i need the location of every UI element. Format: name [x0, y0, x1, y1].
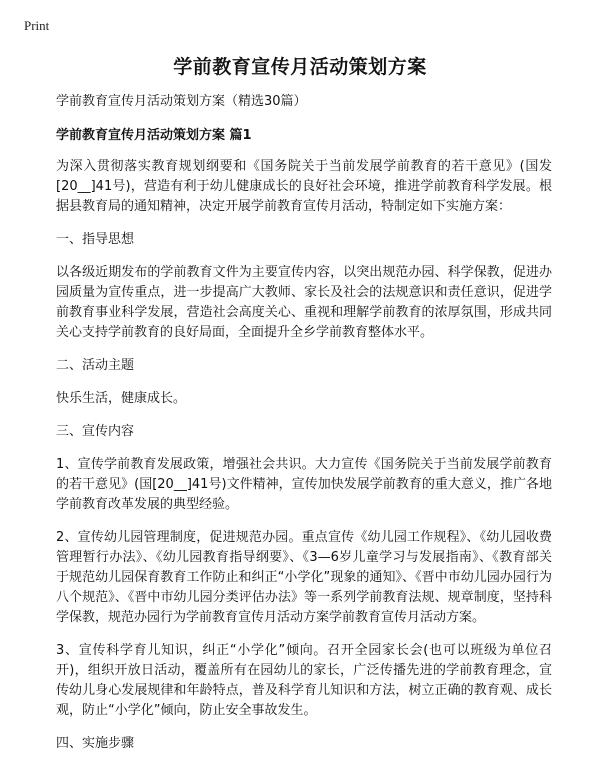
paragraph-content-item-1: 1、宣传学前教育发展政策，增强社会共识。大力宣传《国务院关于当前发展学前教育的若干意见》(国[20__]41号)文件精神，宣传加快发展学前教育的重大意义，推广各地学前教育改革发展的典型经验。 [56, 457, 552, 512]
document-subtitle: 学前教育宣传月活动策划方案（精选30篇） [56, 94, 307, 109]
heading-activity-theme: 二、活动主题 [56, 358, 135, 373]
intro-paragraph: 为深入贯彻落实教育规划纲要和《国务院关于当前发展学前教育的若干意见》(国发[20__]41号)，营造有利于幼儿健康成长的良好社会环境，推进学前教育科学发展。根据县教育局的通知精神，决定开展学前教育宣传月活动，特制定如下实施方案： [56, 159, 552, 214]
paragraph-guiding-ideology: 以各级近期发布的学前教育文件为主要宣传内容，以突出规范办园、科学保教，促进办园质量为宣传重点，进一步提高广大教师、家长及社会的法规意识和责任意识，促进学前教育事业科学发展，营造社会高度关心、重视和理解学前教育的浓厚氛围，形成共同关心支持学前教育的良好局面，全面提升全乡学前教育整体水平。 [56, 265, 552, 340]
print-label: Print [24, 18, 50, 33]
paragraph-activity-theme: 快乐生活，健康成长。 [56, 391, 187, 406]
paragraph-content-item-3: 3、宣传科学育儿知识，纠正“小学化”倾向。召开全园家长会(也可以班级为单位召开)，组织开放日活动，覆盖所有在园幼儿的家长，广泛传播先进的学前教育理念，宣传幼儿身心发展规律和年龄特点，普及科学育儿知识和方法，树立正确的教育观、成长观，防止“小学化”倾向，防止安全事故发生。 [56, 643, 552, 718]
heading-guiding-ideology: 一、指导思想 [56, 232, 135, 247]
document-body [56, 92, 552, 767]
document-title: 学前教育宣传月活动策划方案 [173, 56, 427, 78]
heading-promotion-content: 三、宣传内容 [56, 424, 135, 439]
section-title: 学前教育宣传月活动策划方案 篇1 [56, 128, 252, 143]
heading-implementation-steps: 四、实施步骤 [56, 736, 135, 751]
paragraph-content-item-2: 2、宣传幼儿园管理制度，促进规范办园。重点宣传《幼儿园工作规程》、《幼儿园收费管理暂行办法》、《幼儿园教育指导纲要》、《3—6岁儿童学习与发展指南》、《教育部关于规范幼儿园保育教育工作防止和纠正“小学化”现象的通知》、《晋中市幼儿园办园行为八个规范》、《晋中市幼儿园分类评估办法》等一系列学前教育法规、规章制度，坚持科学保教，规范办园行为学前教育宣传月活动方案学前教育宣传月活动方案。 [56, 530, 552, 625]
